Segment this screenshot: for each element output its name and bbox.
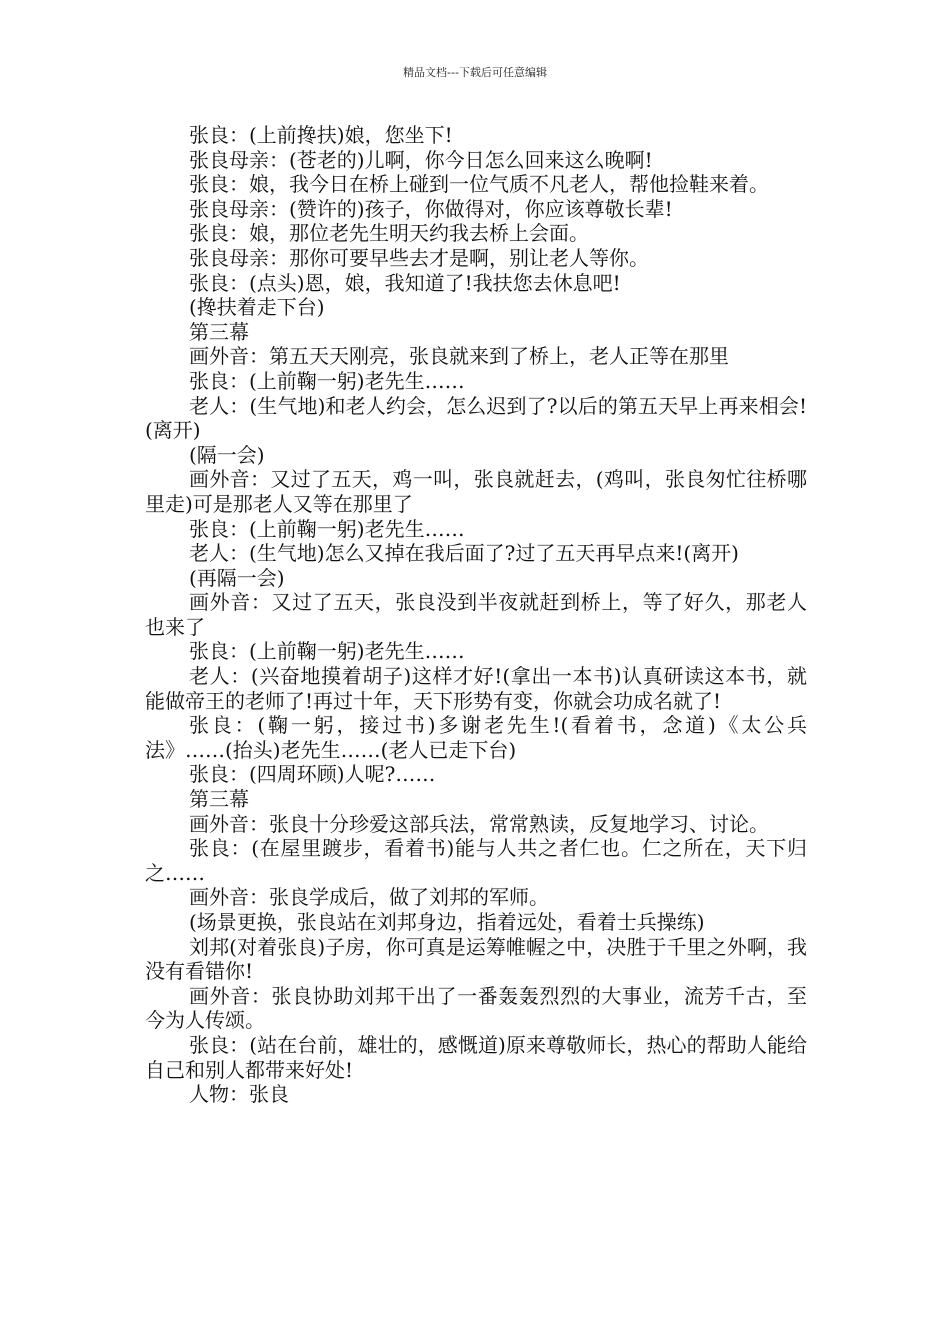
paragraph: 画外音：第五天天刚亮，张良就来到了桥上，老人正等在那里: [189, 344, 729, 369]
paragraph: 张良：(四周环顾)人呢?……: [189, 762, 436, 787]
paragraph: 老人：(生气地)和老人约会，怎么迟到了?以后的第五天早上再来相会!(离开): [145, 393, 807, 443]
paragraph: 画外音：张良协助刘邦干出了一番轰轰烈烈的大事业，流芳千古，至今为人传颂。: [145, 983, 807, 1033]
paragraph: 张良：娘，我今日在桥上碰到一位气质不凡老人，帮他捡鞋来着。: [189, 172, 769, 197]
act-heading: 第三幕: [189, 319, 249, 344]
paragraph: 张良：(上前鞠一躬)老先生……: [189, 368, 465, 393]
page-header: 精品文档---下载后可任意编辑: [403, 66, 547, 79]
paragraph: 张良母亲：(赞许的)孩子，你做得对，你应该尊敬长辈!: [189, 196, 673, 221]
stage-direction: (隔一会): [189, 442, 265, 467]
paragraph: 张良：(站在台前，雄壮的，感慨道)原来尊敬师长，热心的帮助人能给自己和别人都带来好处!: [145, 1032, 807, 1082]
paragraph: 张良：(上前鞠一躬)老先生……: [189, 639, 465, 664]
paragraph: 人物：张良: [189, 1082, 289, 1107]
stage-direction: (再隔一会): [189, 565, 285, 590]
paragraph: 老人：(兴奋地摸着胡子)这样才好!(拿出一本书)认真研读这本书，就能做帝王的老师了!再过十年，天下形势有变，你就会功成名就了!: [145, 664, 807, 713]
stage-direction: (场景更换，张良站在刘邦身边，指着远处，看着士兵操练): [189, 910, 705, 934]
paragraph: 老人：(生气地)怎么又掉在我后面了?过了五天再早点来!(离开): [189, 541, 739, 566]
document-body: [145, 123, 807, 1107]
paragraph: 画外音：张良学成后，做了刘邦的军师。: [189, 885, 549, 910]
paragraph: 张良：娘，那位老先生明天约我去桥上会面。: [189, 221, 589, 246]
paragraph: 张良母亲：那你可要早些去才是啊，别让老人等你。: [189, 245, 649, 270]
paragraph: 张良：(上前搀扶)娘，您坐下!: [189, 123, 453, 147]
paragraph: 张良：(上前鞠一躬)老先生……: [189, 516, 465, 541]
stage-direction: (搀扶着走下台): [189, 295, 325, 320]
paragraph: 张良：(点头)恩，娘，我知道了!我扶您去休息吧!: [189, 270, 621, 295]
paragraph: 张良母亲：(苍老的)儿啊，你今日怎么回来这么晚啊!: [189, 147, 653, 172]
paragraph: 画外音：又过了五天，张良没到半夜就赶到桥上，等了好久，那老人也来了: [145, 590, 807, 639]
act-heading: 第三幕: [189, 787, 249, 812]
paragraph: 张良：(在屋里踱步，看着书)能与人共之者仁也。仁之所在，天下归之……: [145, 836, 807, 885]
paragraph: 张良：(鞠一躬，接过书)多谢老先生!(看着书，念道)《太公兵法》……(抬头)老先生……(老人已走下台): [145, 713, 807, 762]
paragraph: 刘邦(对着张良)子房，你可真是运筹帷幄之中，决胜于千里之外啊，我没有看错你!: [145, 934, 807, 984]
paragraph: 画外音：张良十分珍爱这部兵法，常常熟读，反复地学习、讨论。: [189, 811, 769, 836]
paragraph: 画外音：又过了五天，鸡一叫，张良就赶去，(鸡叫，张良匆忙往桥哪里走)可是那老人又等在那里了: [145, 467, 807, 516]
